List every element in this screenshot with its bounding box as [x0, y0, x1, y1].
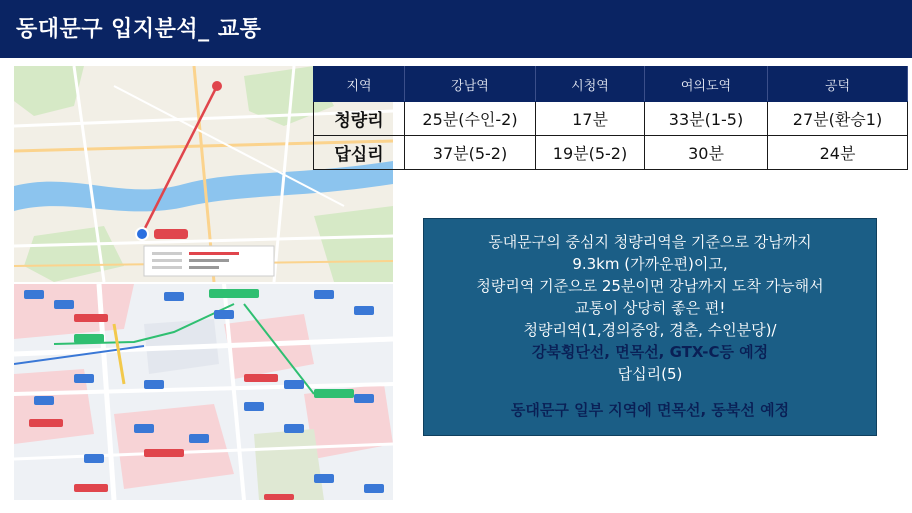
summary-line: 교통이 상당히 좋은 편! [574, 299, 726, 317]
spacer [424, 385, 876, 399]
planned-lines-note: 동대문구 일부 지역에 면목선, 동북선 예정 [510, 401, 790, 419]
summary-line: 청량리역 기준으로 25분이면 강남까지 도착 가능해서 [476, 277, 824, 295]
column-header: 지역 [314, 67, 405, 102]
table-row [314, 102, 908, 136]
header-bar [0, 0, 912, 58]
table-cell: 30분 [645, 136, 768, 170]
planned-lines-text: 강북횡단선, 면목선, GTX-C등 예정 [531, 343, 769, 361]
table-cell: 25분(수인-2) [405, 102, 536, 136]
row-label: 답십리 [314, 136, 405, 170]
table-cell: 24분 [768, 136, 908, 170]
commute-time-table [313, 66, 908, 170]
table-row [314, 136, 908, 170]
summary-line: 9.3km (가까운편)이고, [572, 255, 728, 273]
summary-text-box [423, 218, 877, 436]
table-cell: 19분(5-2) [536, 136, 645, 170]
table-cell: 17분 [536, 102, 645, 136]
column-header: 시청역 [536, 67, 645, 102]
page-title: 동대문구 입지분석_ 교통 [16, 17, 262, 42]
column-header: 강남역 [405, 67, 536, 102]
column-header: 공덕 [768, 67, 908, 102]
real-estate-price-map-image [14, 284, 393, 500]
table-cell: 37분(5-2) [405, 136, 536, 170]
row-label: 청량리 [314, 102, 405, 136]
summary-line: 청량리역(1,경의중앙, 경춘, 수인분당)/ [523, 321, 777, 339]
table-header-row [314, 67, 908, 102]
table-cell: 33분(1-5) [645, 102, 768, 136]
summary-line: 답십리(5) [617, 365, 683, 383]
summary-line: 동대문구의 중심지 청량리역을 기준으로 강남까지 [488, 233, 812, 251]
table-cell: 27분(환승1) [768, 102, 908, 136]
column-header: 여의도역 [645, 67, 768, 102]
